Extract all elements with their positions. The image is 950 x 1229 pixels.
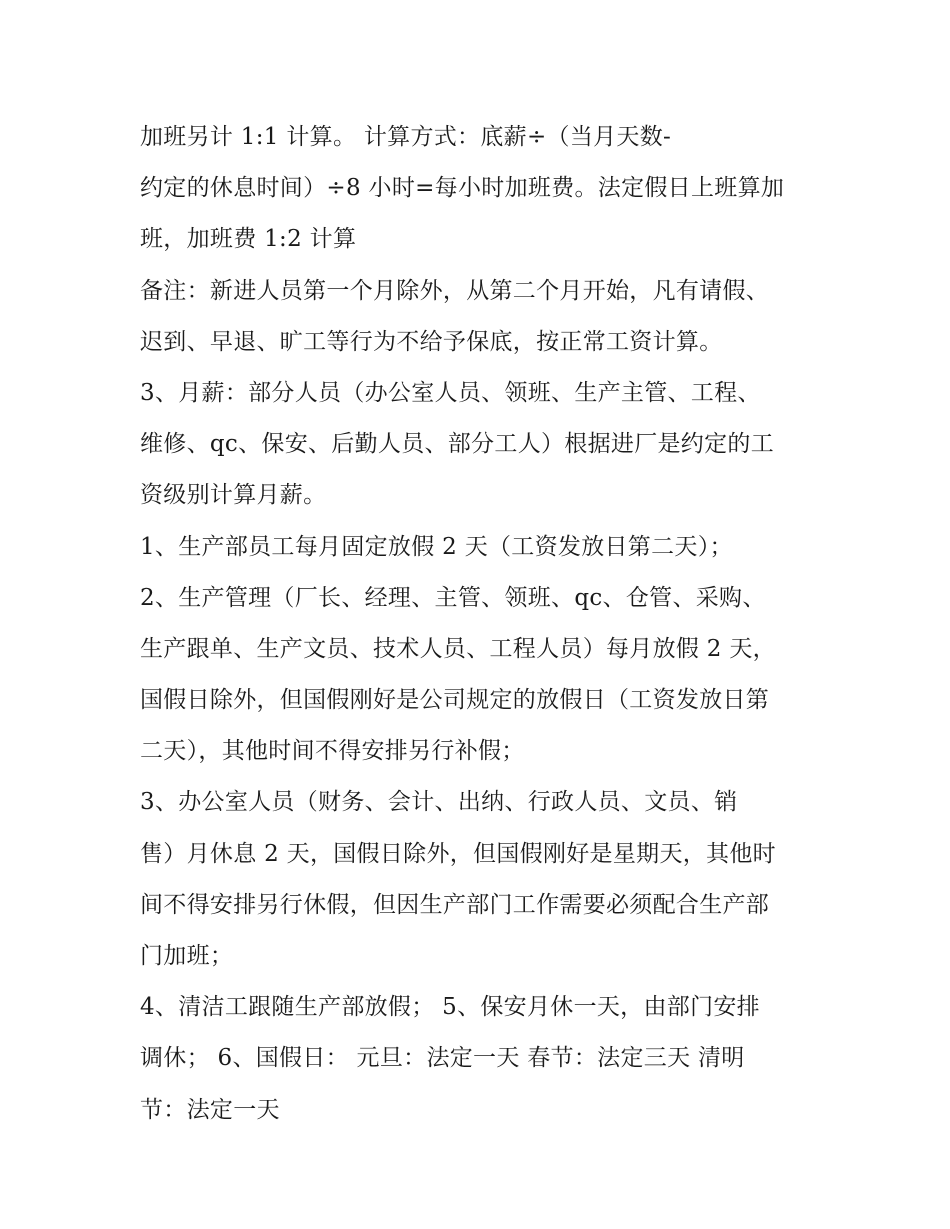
text-line: 迟到、早退、旷工等行为不给予保底，按正常工资计算。 (140, 328, 723, 355)
text-line: 备注：新进人员第一个月除外，从第二个月开始，凡有请假、 (140, 277, 770, 304)
text-line: 1、生产部员工每月固定放假 2 天（工资发放日第二天）； (140, 533, 733, 560)
text-line: 间不得安排另行休假，但因生产部门工作需要必须配合生产部 (140, 891, 770, 918)
text-line: 二天），其他时间不得安排另行补假； (140, 738, 525, 765)
text-line: 节：法定一天 (140, 1096, 280, 1123)
text-line: 加班另计 1:1 计算。 计算方式：底薪÷（当月天数- (140, 124, 672, 150)
text-line: 班，加班费 1:2 计算 (140, 226, 357, 253)
text-line: 资级别计算月薪。 (140, 482, 327, 509)
text-line: 生产跟单、生产文员、技术人员、工程人员）每月放假 2 天， (140, 635, 776, 662)
text-line: 4、清洁工跟随生产部放假； 5、保安月休一天，由部门安排 (140, 994, 760, 1021)
document-body (140, 112, 820, 1136)
text-line: 维修、qc、保安、后勤人员、部分工人）根据进厂是约定的工 (140, 431, 775, 458)
text-line: 售）月休息 2 天，国假日除外，但国假刚好是星期天，其他时 (140, 840, 776, 867)
text-line: 门加班； (140, 943, 234, 969)
text-line: 3、办公室人员（财务、会计、出纳、行政人员、文员、销 (140, 789, 738, 816)
text-line: 国假日除外，但国假刚好是公司规定的放假日（工资发放日第 (140, 687, 770, 714)
text-line: 3、月薪：部分人员（办公室人员、领班、生产主管、工程、 (140, 379, 761, 406)
text-line: 调休； 6、国假日： 元旦：法定一天 春节：法定三天 清明 (140, 1045, 745, 1072)
text-line: 约定的休息时间）÷8 小时=每小时加班费。法定假日上班算加 (140, 175, 785, 202)
text-line: 2、生产管理（厂长、经理、主管、领班、qc、仓管、采购、 (140, 584, 766, 611)
